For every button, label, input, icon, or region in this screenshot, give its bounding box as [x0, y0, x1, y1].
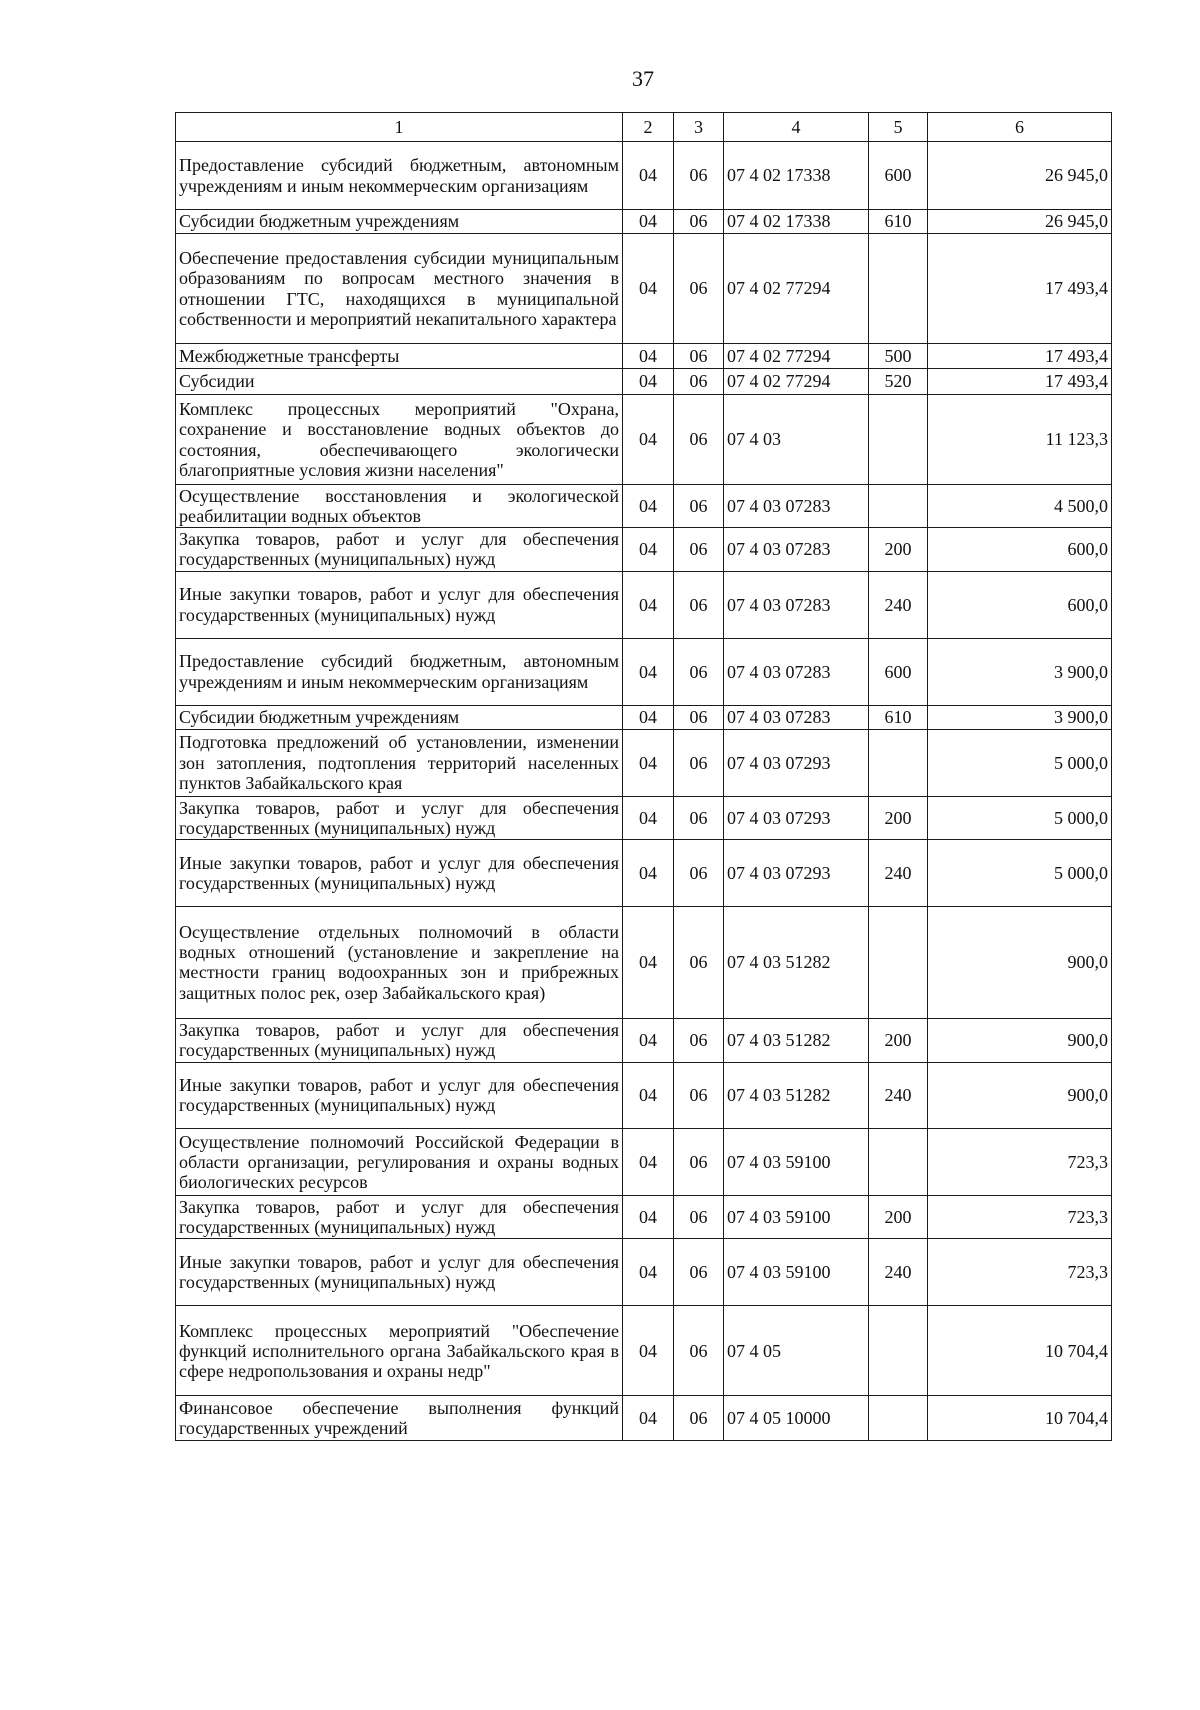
row-subsection: 06: [674, 1062, 724, 1128]
row-section: 04: [623, 1239, 674, 1306]
table-row: [176, 1018, 1112, 1062]
row-amount: 600,0: [928, 571, 1112, 638]
row-amount: 723,3: [928, 1195, 1112, 1238]
row-expense-type: [869, 395, 928, 485]
table-row: [176, 234, 1112, 344]
row-section: 04: [623, 210, 674, 234]
row-section: 04: [623, 705, 674, 729]
table-row: [176, 1195, 1112, 1238]
row-expense-type: [869, 729, 928, 796]
row-section: 04: [623, 485, 674, 528]
row-name: Иные закупки товаров, работ и услуг для обеспечения государственных (муниципальных) нужд: [176, 571, 623, 638]
row-expense-type: 200: [869, 528, 928, 571]
row-subsection: 06: [674, 571, 724, 638]
table-body: [176, 142, 1112, 1441]
row-target-article: 07 4 03 07283: [724, 485, 869, 528]
row-amount: 10 704,4: [928, 1306, 1112, 1396]
row-amount: 3 900,0: [928, 638, 1112, 705]
row-amount: 17 493,4: [928, 234, 1112, 344]
row-name: Комплекс процессных мероприятий "Обеспечение функций исполнительного органа Забайкальского края в сфере недропользования и охраны недр": [176, 1306, 623, 1396]
row-amount: 10 704,4: [928, 1396, 1112, 1441]
row-name: Комплекс процессных мероприятий "Охрана, сохранение и восстановление водных объектов до состояния, обеспечивающего экологически благоприятные условия жизни населения": [176, 395, 623, 485]
row-name: Осуществление отдельных полномочий в области водных отношений (установление и закрепление на местности границ водоохранных зон и прибрежных защитных полос рек, озер Забайкальского края): [176, 906, 623, 1018]
row-expense-type: 600: [869, 638, 928, 705]
table-row: [176, 395, 1112, 485]
row-section: 04: [623, 729, 674, 796]
row-section: 04: [623, 1018, 674, 1062]
header-col-4: 4: [724, 113, 869, 142]
header-col-6: 6: [928, 113, 1112, 142]
row-target-article: 07 4 03 07293: [724, 796, 869, 839]
row-section: 04: [623, 234, 674, 344]
row-subsection: 06: [674, 1306, 724, 1396]
row-section: 04: [623, 571, 674, 638]
table-row: [176, 142, 1112, 210]
row-name: Субсидии бюджетным учреждениям: [176, 210, 623, 234]
row-name: Осуществление восстановления и экологической реабилитации водных объектов: [176, 485, 623, 528]
row-subsection: 06: [674, 796, 724, 839]
row-section: 04: [623, 1128, 674, 1195]
row-section: 04: [623, 1062, 674, 1128]
row-subsection: 06: [674, 1128, 724, 1195]
row-amount: 5 000,0: [928, 839, 1112, 906]
row-name: Обеспечение предоставления субсидии муниципальным образованиям по вопросам местного значения в отношении ГТС, находящихся в муниципальной собственности и мероприятий некапитального характера: [176, 234, 623, 344]
row-target-article: 07 4 05: [724, 1306, 869, 1396]
row-amount: 26 945,0: [928, 210, 1112, 234]
row-target-article: 07 4 02 77294: [724, 234, 869, 344]
row-section: 04: [623, 395, 674, 485]
row-section: 04: [623, 1306, 674, 1396]
row-subsection: 06: [674, 234, 724, 344]
row-expense-type: [869, 485, 928, 528]
table-row: [176, 1306, 1112, 1396]
table-row: [176, 210, 1112, 234]
row-amount: 4 500,0: [928, 485, 1112, 528]
row-amount: 3 900,0: [928, 705, 1112, 729]
row-amount: 900,0: [928, 1018, 1112, 1062]
row-expense-type: 520: [869, 369, 928, 395]
row-section: 04: [623, 638, 674, 705]
row-subsection: 06: [674, 638, 724, 705]
row-name: Закупка товаров, работ и услуг для обеспечения государственных (муниципальных) нужд: [176, 796, 623, 839]
table-row: [176, 1062, 1112, 1128]
row-amount: 723,3: [928, 1239, 1112, 1306]
row-expense-type: [869, 1396, 928, 1441]
row-name: Предоставление субсидий бюджетным, автономным учреждениям и иным некоммерческим организациям: [176, 142, 623, 210]
row-target-article: 07 4 03 59100: [724, 1128, 869, 1195]
row-expense-type: 240: [869, 1239, 928, 1306]
row-amount: 900,0: [928, 1062, 1112, 1128]
table-row: [176, 705, 1112, 729]
row-subsection: 06: [674, 1195, 724, 1238]
row-amount: 26 945,0: [928, 142, 1112, 210]
row-subsection: 06: [674, 906, 724, 1018]
row-subsection: 06: [674, 485, 724, 528]
row-subsection: 06: [674, 142, 724, 210]
row-target-article: 07 4 02 77294: [724, 369, 869, 395]
row-amount: 900,0: [928, 906, 1112, 1018]
table-row: [176, 638, 1112, 705]
row-subsection: 06: [674, 344, 724, 369]
row-target-article: 07 4 03 59100: [724, 1195, 869, 1238]
row-target-article: 07 4 03 07293: [724, 839, 869, 906]
row-amount: 5 000,0: [928, 729, 1112, 796]
row-target-article: 07 4 02 77294: [724, 344, 869, 369]
row-expense-type: 200: [869, 796, 928, 839]
row-expense-type: 240: [869, 571, 928, 638]
row-expense-type: 200: [869, 1195, 928, 1238]
table-header: [176, 113, 1112, 142]
row-amount: 17 493,4: [928, 369, 1112, 395]
row-section: 04: [623, 1195, 674, 1238]
table-row: [176, 839, 1112, 906]
budget-table: [175, 112, 1112, 1441]
row-subsection: 06: [674, 369, 724, 395]
row-section: 04: [623, 1396, 674, 1441]
row-expense-type: 240: [869, 1062, 928, 1128]
row-target-article: 07 4 03 07283: [724, 571, 869, 638]
row-expense-type: [869, 906, 928, 1018]
row-amount: 11 123,3: [928, 395, 1112, 485]
row-name: Закупка товаров, работ и услуг для обеспечения государственных (муниципальных) нужд: [176, 528, 623, 571]
header-col-3: 3: [674, 113, 724, 142]
row-expense-type: 610: [869, 210, 928, 234]
row-target-article: 07 4 05 10000: [724, 1396, 869, 1441]
row-expense-type: [869, 1128, 928, 1195]
row-subsection: 06: [674, 1018, 724, 1062]
row-section: 04: [623, 528, 674, 571]
row-expense-type: [869, 1306, 928, 1396]
table-row: [176, 1396, 1112, 1441]
table-row: [176, 796, 1112, 839]
table-row: [176, 1239, 1112, 1306]
header-col-1: 1: [176, 113, 623, 142]
row-name: Субсидии бюджетным учреждениям: [176, 705, 623, 729]
row-target-article: 07 4 03 51282: [724, 1062, 869, 1128]
header-col-2: 2: [623, 113, 674, 142]
row-name: Межбюджетные трансферты: [176, 344, 623, 369]
row-section: 04: [623, 906, 674, 1018]
row-name: Иные закупки товаров, работ и услуг для обеспечения государственных (муниципальных) нужд: [176, 839, 623, 906]
row-subsection: 06: [674, 210, 724, 234]
row-target-article: 07 4 02 17338: [724, 210, 869, 234]
row-expense-type: 600: [869, 142, 928, 210]
row-subsection: 06: [674, 839, 724, 906]
row-target-article: 07 4 03 07293: [724, 729, 869, 796]
row-section: 04: [623, 369, 674, 395]
row-target-article: 07 4 03 07283: [724, 638, 869, 705]
row-subsection: 06: [674, 1396, 724, 1441]
row-name: Осуществление полномочий Российской Федерации в области организации, регулирования и охраны водных биологических ресурсов: [176, 1128, 623, 1195]
row-section: 04: [623, 839, 674, 906]
row-name: Иные закупки товаров, работ и услуг для обеспечения государственных (муниципальных) нужд: [176, 1239, 623, 1306]
row-subsection: 06: [674, 729, 724, 796]
row-expense-type: 200: [869, 1018, 928, 1062]
row-name: Финансовое обеспечение выполнения функций государственных учреждений: [176, 1396, 623, 1441]
row-subsection: 06: [674, 1239, 724, 1306]
header-col-5: 5: [869, 113, 928, 142]
row-section: 04: [623, 344, 674, 369]
table-row: [176, 344, 1112, 369]
row-name: Закупка товаров, работ и услуг для обеспечения государственных (муниципальных) нужд: [176, 1195, 623, 1238]
row-expense-type: 240: [869, 839, 928, 906]
table-row: [176, 528, 1112, 571]
row-amount: 17 493,4: [928, 344, 1112, 369]
row-name: Предоставление субсидий бюджетным, автономным учреждениям и иным некоммерческим организациям: [176, 638, 623, 705]
row-target-article: 07 4 03 07283: [724, 528, 869, 571]
row-name: Субсидии: [176, 369, 623, 395]
row-name: Иные закупки товаров, работ и услуг для обеспечения государственных (муниципальных) нужд: [176, 1062, 623, 1128]
row-section: 04: [623, 142, 674, 210]
row-section: 04: [623, 796, 674, 839]
row-target-article: 07 4 03 51282: [724, 1018, 869, 1062]
row-expense-type: 500: [869, 344, 928, 369]
table-row: [176, 729, 1112, 796]
row-target-article: 07 4 02 17338: [724, 142, 869, 210]
row-target-article: 07 4 03 07283: [724, 705, 869, 729]
row-subsection: 06: [674, 705, 724, 729]
table-row: [176, 485, 1112, 528]
row-name: Подготовка предложений об установлении, изменении зон затопления, подтопления территорий населенных пунктов Забайкальского края: [176, 729, 623, 796]
table-row: [176, 906, 1112, 1018]
row-subsection: 06: [674, 395, 724, 485]
row-amount: 5 000,0: [928, 796, 1112, 839]
table-row: [176, 369, 1112, 395]
row-subsection: 06: [674, 528, 724, 571]
row-expense-type: 610: [869, 705, 928, 729]
row-expense-type: [869, 234, 928, 344]
page-number: 37: [632, 66, 654, 91]
row-amount: 723,3: [928, 1128, 1112, 1195]
table-row: [176, 1128, 1112, 1195]
header-row: [176, 113, 1112, 142]
row-target-article: 07 4 03 51282: [724, 906, 869, 1018]
row-name: Закупка товаров, работ и услуг для обеспечения государственных (муниципальных) нужд: [176, 1018, 623, 1062]
row-amount: 600,0: [928, 528, 1112, 571]
table-row: [176, 571, 1112, 638]
row-target-article: 07 4 03: [724, 395, 869, 485]
row-target-article: 07 4 03 59100: [724, 1239, 869, 1306]
